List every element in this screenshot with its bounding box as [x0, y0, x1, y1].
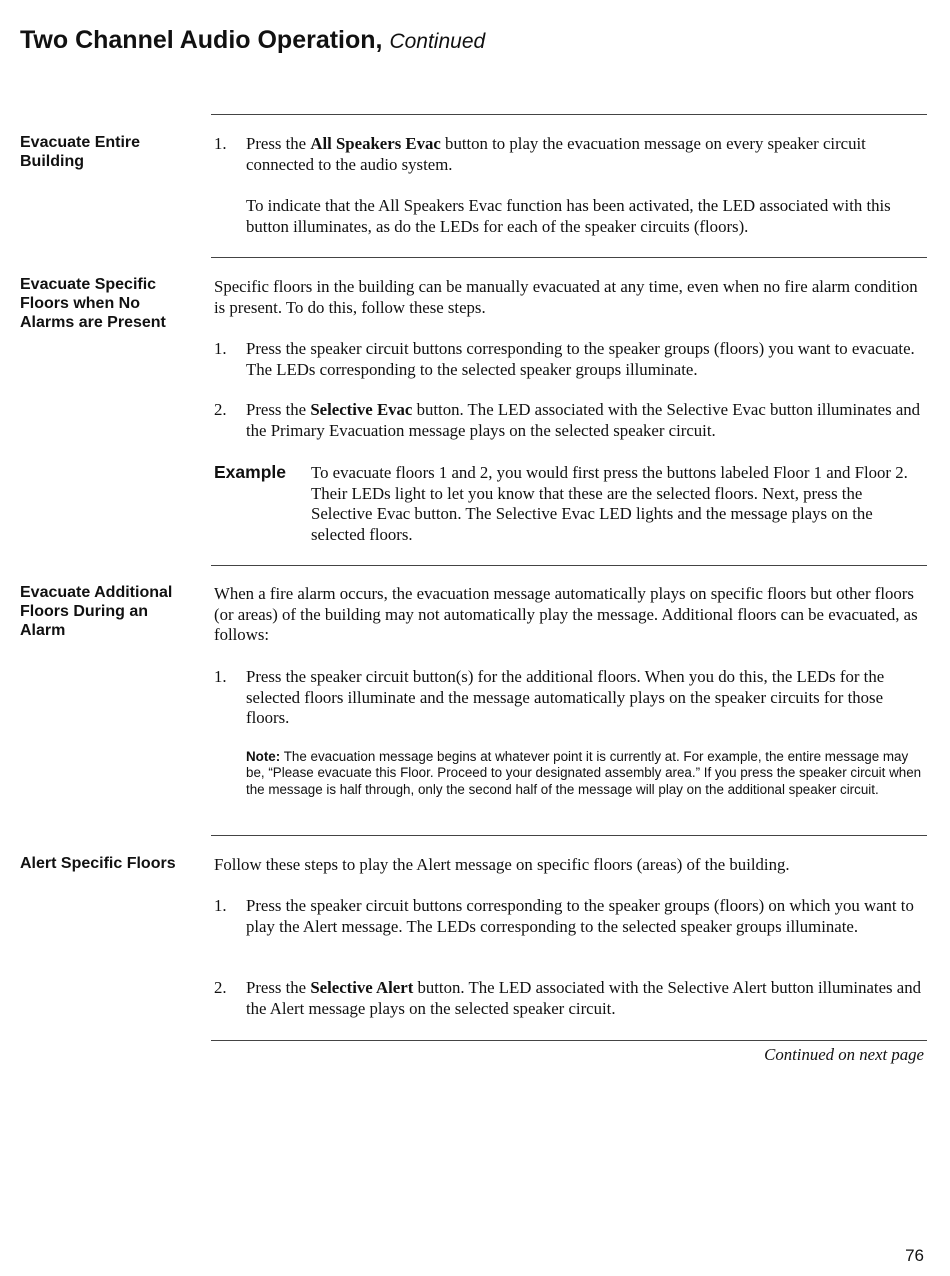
section-divider: [211, 565, 927, 566]
step-text: [246, 134, 926, 175]
page-title: [20, 26, 485, 55]
page-number: 76: [905, 1246, 924, 1265]
step-text-part: Press the: [246, 978, 311, 997]
step-number: 2.: [214, 978, 227, 997]
section-divider: [211, 114, 927, 115]
note-text: The evacuation message begins at whatever point it is currently at. For example, the entire message may be, “Please evacuate this Floor. Proceed to your designated assembly area.” If you press the speaker circuit when the message is half through, only the second half of the message will play on the additional speaker circuit.: [246, 749, 922, 797]
section-divider: [211, 835, 927, 836]
step-item: [214, 339, 926, 380]
step-text-part: button to play the evacuation message on every speaker circuit connected to the audio system.: [246, 134, 866, 174]
step-text-part: Press the: [246, 134, 311, 153]
section-divider: [211, 257, 927, 258]
step-item: [214, 896, 926, 937]
step-explanation: To indicate that the All Speakers Evac function has been activated, the LED associated with this button illuminates, as do the LEDs for each of the speaker circuits (floors).: [246, 196, 891, 236]
section-intro: When a fire alarm occurs, the evacuation message automatically plays on specific floors but other floors (or areas) of the building may not automatically play the message. Additional floors can be evacuated, as follows:: [214, 584, 918, 645]
step-item: [214, 667, 926, 729]
step-number: 1.: [214, 896, 227, 915]
step-text-part: button. The LED associated with the Selective Evac button illuminates and the Primary Evacuation message plays on the selected speaker circuit.: [246, 400, 921, 440]
step-text: [246, 400, 926, 441]
note-label: Note:: [246, 749, 281, 764]
section-intro: Specific floors in the building can be manually evacuated at any time, even when no fire alarm condition is present. To do this, follow these steps.: [214, 277, 918, 317]
example-text: To evacuate floors 1 and 2, you would first press the buttons labeled Floor 1 and Floor 2. Their LEDs light to let you know that these are the selected floors. Next, press the Selective Evac button. The Selective Evac LED lights and the message plays on the selected floors.: [311, 463, 908, 544]
continued-on-next-page: Continued on next page: [764, 1045, 924, 1064]
step-text-part: Press the: [246, 400, 311, 419]
step-item: [214, 978, 926, 1019]
note-block: [246, 749, 926, 798]
section-heading-evacuate-entire-building: Evacuate Entire Building: [20, 134, 141, 170]
section-heading-evacuate-additional-floors: Evacuate Additional Floors During an Alarm: [20, 584, 173, 639]
section-intro: Follow these steps to play the Alert message on specific floors (areas) of the building.: [214, 855, 790, 874]
step-text: Press the speaker circuit button(s) for the additional floors. When you do this, the LEDs for the selected floors illuminate and the message automatically plays on the speaker circuits for those floors.: [246, 667, 885, 728]
all-speakers-evac-term: All Speakers Evac: [310, 134, 441, 153]
page-title-text: Two Channel Audio Operation,: [20, 26, 383, 54]
step-text-part: button. The LED associated with the Selective Alert button illuminates and the Alert message plays on the selected speaker circuit.: [246, 978, 921, 1018]
selective-evac-term: Selective Evac: [310, 400, 413, 419]
step-item: [214, 400, 926, 441]
section-divider: [211, 1040, 927, 1041]
section-heading-evacuate-specific-floors: Evacuate Specific Floors when No Alarms are Present: [20, 276, 166, 331]
step-text: Press the speaker circuit buttons corresponding to the speaker groups (floors) you want to evacuate. The LEDs corresponding to the selected speaker groups illuminate.: [246, 339, 915, 379]
step-number: 1.: [214, 339, 227, 358]
step-number: 2.: [214, 400, 227, 419]
step-text: Press the speaker circuit buttons corresponding to the speaker groups (floors) on which you want to play the Alert message. The LEDs corresponding to the selected speaker groups illuminate.: [246, 896, 914, 936]
step-number: 1.: [214, 134, 227, 153]
step-item: [214, 134, 926, 175]
selective-alert-term: Selective Alert: [310, 978, 414, 997]
step-number: 1.: [214, 667, 227, 686]
example-label: Example: [214, 462, 286, 482]
page-title-continued: Continued: [389, 30, 486, 53]
section-heading-alert-specific-floors: Alert Specific Floors: [20, 855, 176, 872]
step-text: [246, 978, 926, 1019]
